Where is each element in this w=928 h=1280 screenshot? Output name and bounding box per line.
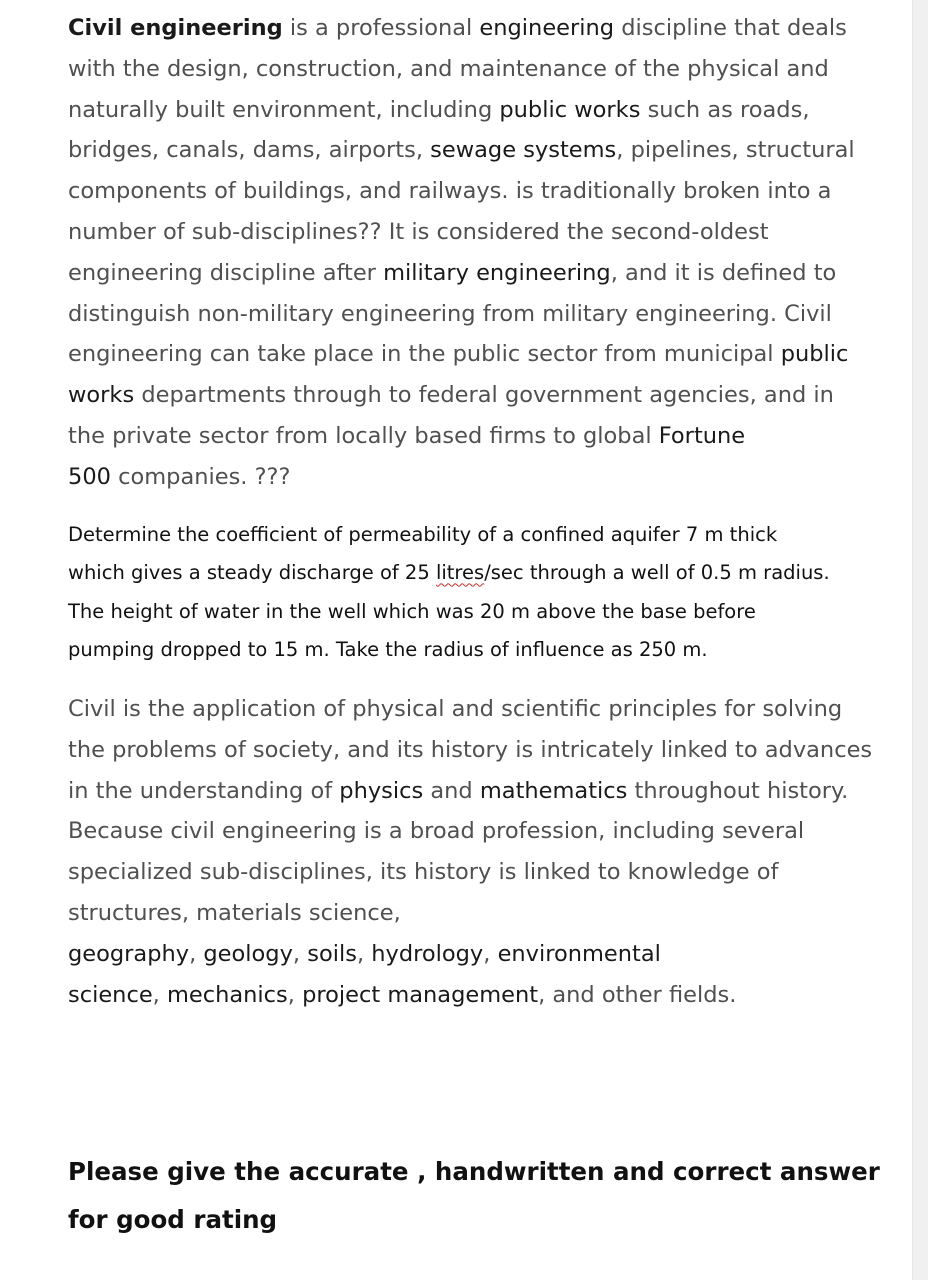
text-line bbox=[68, 975, 872, 1016]
text-line bbox=[68, 852, 872, 893]
text-line bbox=[68, 554, 830, 592]
text-line bbox=[68, 253, 855, 294]
text-run: project management bbox=[302, 981, 539, 1008]
text-run: engineering can take place in the public sector from municipal bbox=[68, 341, 781, 368]
text-run: the private sector from locally based firms to global bbox=[68, 422, 659, 449]
text-run: structures, materials science, bbox=[68, 899, 401, 926]
spellcheck-word: litres bbox=[435, 561, 485, 585]
text-run: , bbox=[189, 940, 204, 967]
text-run: hydrology bbox=[371, 940, 484, 967]
text-line bbox=[68, 90, 855, 131]
text-line bbox=[68, 631, 830, 669]
text-run: bridges, canals, dams, airports, bbox=[68, 137, 431, 164]
text-run: science bbox=[68, 981, 153, 1008]
text-run: Civil is the application of physical and scientific principles for solving bbox=[68, 696, 843, 722]
text-run: , bbox=[356, 940, 372, 967]
text-run: throughout history. bbox=[627, 777, 849, 804]
text-line bbox=[68, 49, 855, 90]
text-line bbox=[68, 457, 855, 498]
text-line bbox=[68, 516, 830, 554]
intro-paragraph bbox=[68, 8, 855, 498]
text-line bbox=[68, 771, 872, 812]
text-run: soils bbox=[307, 940, 357, 967]
text-run: naturally built environment, including bbox=[68, 96, 500, 123]
text-run: , bbox=[483, 940, 498, 967]
text-line bbox=[68, 593, 830, 631]
text-run: Fortune bbox=[658, 422, 746, 449]
text-run: for good rating bbox=[68, 1205, 278, 1234]
text-line bbox=[68, 294, 855, 335]
text-run: number of sub-disciplines?? It is considered the second-oldest bbox=[68, 218, 769, 245]
text-run: pumping dropped to 15 m. Take the radius of influence as 250 m. bbox=[68, 638, 708, 662]
text-run: companies. ??? bbox=[110, 463, 291, 490]
text-run: 500 bbox=[68, 463, 111, 490]
text-run: Determine the coefficient of permeability of a confined aquifer 7 m thick bbox=[68, 523, 778, 546]
text-run: military engineering bbox=[383, 259, 611, 286]
text-run: discipline that deals bbox=[614, 15, 847, 41]
text-run: such as roads, bbox=[640, 96, 810, 123]
text-line bbox=[68, 1148, 880, 1196]
text-line bbox=[68, 811, 872, 852]
text-line bbox=[68, 8, 855, 49]
text-run: public bbox=[780, 341, 849, 368]
text-run: and bbox=[423, 777, 480, 804]
text-line bbox=[68, 689, 872, 730]
text-run: with the design, construction, and maintenance of the physical and bbox=[68, 55, 829, 82]
text-run: , pipelines, structural bbox=[616, 137, 855, 164]
text-line bbox=[68, 893, 872, 934]
text-line bbox=[68, 334, 855, 375]
text-run: works bbox=[68, 382, 135, 409]
text-run: sewage systems bbox=[430, 137, 617, 164]
text-run: , and other fields. bbox=[538, 981, 737, 1008]
text-run: physics bbox=[339, 777, 424, 804]
text-line bbox=[68, 130, 855, 171]
text-run: mathematics bbox=[479, 777, 628, 804]
text-run: public works bbox=[499, 96, 641, 123]
text-line bbox=[68, 171, 855, 212]
text-run: Because civil engineering is a broad profession, including several bbox=[68, 818, 805, 845]
text-line bbox=[68, 1196, 880, 1244]
text-run: The height of water in the well which was 20 m above the base before bbox=[68, 599, 756, 623]
text-run: components of buildings, and railways. is traditionally broken into a bbox=[68, 178, 832, 205]
text-run: engineering bbox=[479, 15, 615, 41]
vertical-scrollbar[interactable] bbox=[912, 0, 928, 1280]
text-run: engineering discipline after bbox=[68, 259, 384, 286]
text-run: which gives a steady discharge of 25 bbox=[68, 561, 436, 585]
text-run: , bbox=[292, 940, 308, 967]
text-line bbox=[68, 416, 855, 457]
text-run: geology bbox=[203, 940, 293, 967]
text-run: departments through to federal government agencies, and in bbox=[134, 382, 834, 409]
text-run: in the understanding of bbox=[68, 777, 340, 804]
text-run: Civil engineering bbox=[68, 15, 283, 41]
text-line bbox=[68, 730, 872, 771]
text-run: , and it is defined to bbox=[610, 259, 837, 286]
text-run: geography bbox=[68, 940, 190, 967]
text-run: /sec through a well of 0.5 m radius. bbox=[484, 561, 830, 585]
history-paragraph bbox=[68, 689, 872, 1015]
text-run: distinguish non-military engineering from military engineering. Civil bbox=[68, 300, 832, 327]
text-run: Please give the accurate , handwritten and correct answer bbox=[68, 1157, 880, 1186]
text-line bbox=[68, 934, 872, 975]
text-line bbox=[68, 212, 855, 253]
text-run: , bbox=[287, 981, 303, 1008]
text-run: is a professional bbox=[282, 15, 480, 41]
text-run: the problems of society, and its history is intricately linked to advances bbox=[68, 736, 873, 763]
text-run: specialized sub-disciplines, its history is linked to knowledge of bbox=[68, 859, 779, 886]
text-run: , bbox=[152, 981, 167, 1008]
text-run: environmental bbox=[497, 940, 661, 967]
request-paragraph bbox=[68, 1148, 880, 1244]
text-run: mechanics bbox=[166, 981, 288, 1008]
question-paragraph bbox=[68, 516, 830, 670]
text-line bbox=[68, 375, 855, 416]
